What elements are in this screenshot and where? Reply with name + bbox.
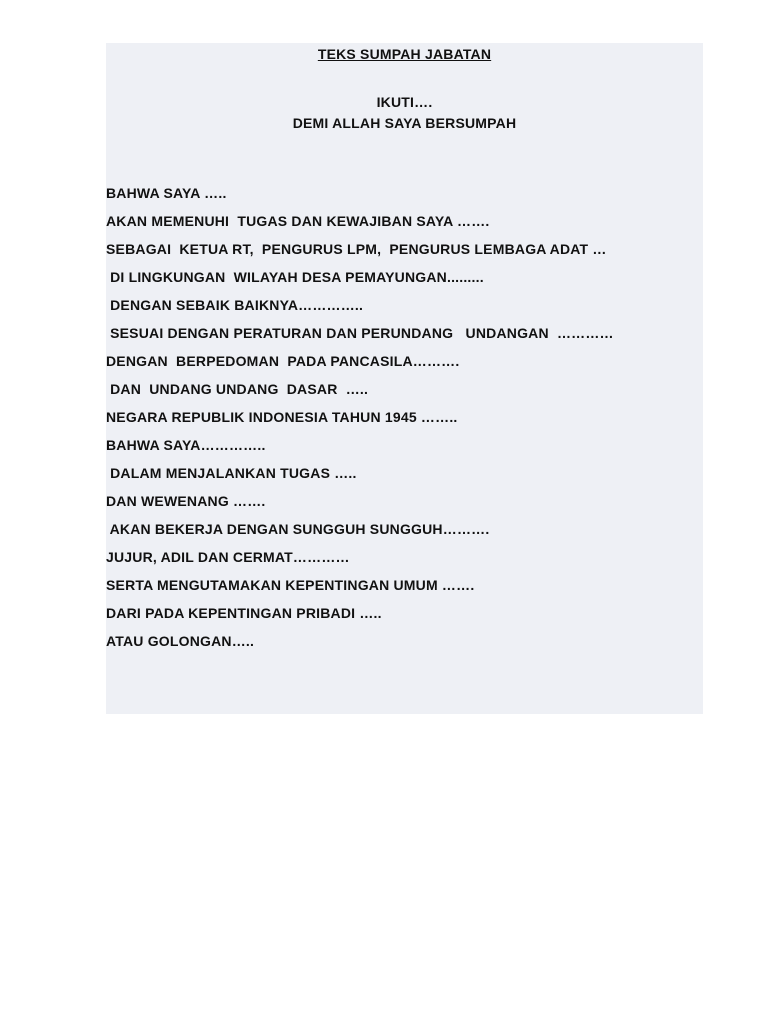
oath-line: DAN WEWENANG ……. [106,493,266,509]
document-panel [106,43,703,714]
oath-line: DAN UNDANG UNDANG DASAR ….. [106,381,369,397]
oath-line: JUJUR, ADIL DAN CERMAT………… [106,549,350,565]
oath-line: DENGAN BERPEDOMAN PADA PANCASILA………. [106,353,460,369]
oath-line: SERTA MENGUTAMAKAN KEPENTINGAN UMUM ……. [106,577,475,593]
oath-line: ATAU GOLONGAN….. [106,633,255,649]
document-title: TEKS SUMPAH JABATAN [317,46,492,62]
document-subtitle-ikuti: IKUTI…. [376,94,433,110]
oath-line: DENGAN SEBAIK BAIKNYA………….. [106,297,364,313]
oath-line: DI LINGKUNGAN WILAYAH DESA PEMAYUNGAN......... [106,269,484,285]
oath-lines [106,185,614,661]
document-subtitle-oath: DEMI ALLAH SAYA BERSUMPAH [292,115,517,131]
oath-line: BAHWA SAYA ….. [106,185,227,201]
oath-line: SESUAI DENGAN PERATURAN DAN PERUNDANG UNDANGAN ………… [106,325,614,341]
oath-line: NEGARA REPUBLIK INDONESIA TAHUN 1945 …….. [106,409,458,425]
oath-line: BAHWA SAYA………….. [106,437,266,453]
oath-line: AKAN MEMENUHI TUGAS DAN KEWAJIBAN SAYA ……. [106,213,490,229]
oath-line: DALAM MENJALANKAN TUGAS ….. [106,465,357,481]
oath-line: AKAN BEKERJA DENGAN SUNGGUH SUNGGUH………. [106,521,490,537]
oath-line: SEBAGAI KETUA RT, PENGURUS LPM, PENGURUS LEMBAGA ADAT … [106,241,607,257]
oath-line: DARI PADA KEPENTINGAN PRIBADI ….. [106,605,382,621]
